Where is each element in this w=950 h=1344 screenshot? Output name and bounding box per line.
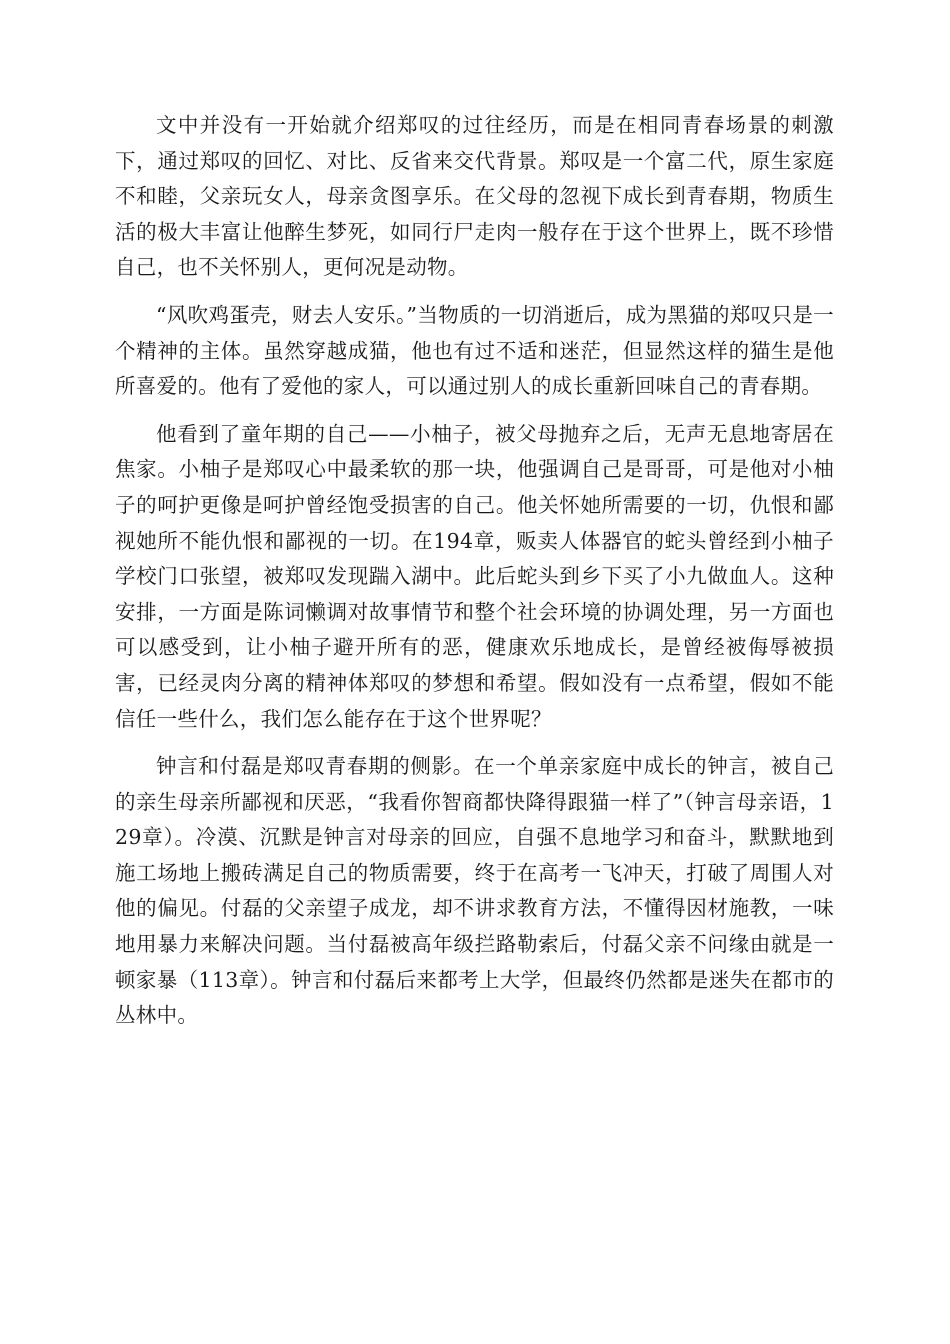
paragraph-2: “风吹鸡蛋壳，财去人安乐。”当物质的一切消逝后，成为黑猫的郑叹只是一个精神的主体。虽然穿越成猫，他也有过不适和迷茫，但显然这样的猫生是他所喜爱的。他有了爱他的家人，可以通过别人的成长重新回味自己的青春期。 <box>115 302 834 399</box>
paragraph-4: 钟言和付磊是郑叹青春期的侧影。在一个单亲家庭中成长的钟言，被自己的亲生母亲所鄙视和厌恶，“我看你智商都快降得跟猫一样了”（钟言母亲语，129章）。冷漠、沉默是钟言对母亲的回应，自强不息地学习和奋斗，默默地到施工场地上搬砖满足自己的物质需要，终于在高考一飞冲天，打破了周围人对他的偏见。付磊的父亲望子成龙，却不讲求教育方法，不懂得因材施教，一味地用暴力来解决问题。当付磊被高年级拦路勒索后，付磊父亲不问缘由就是一顿家暴（113章）。钟言和付磊后来都考上大学，但最终仍然都是迷失在都市的丛林中。 <box>115 754 834 1028</box>
paragraph-3: 他看到了童年期的自己——小柚子，被父母抛弃之后，无声无息地寄居在焦家。小柚子是郑叹心中最柔软的那一块，他强调自己是哥哥，可是他对小柚子的呵护更像是呵护曾经饱受损害的自己。他关怀她所需要的一切，仇恨和鄙视她所不能仇恨和鄙视的一切。在194章，贩卖人体器官的蛇头曾经到小柚子学校门口张望，被郑叹发现踹入湖中。此后蛇头到乡下买了小九做血人。这种安排，一方面是陈词懒调对故事情节和整个社会环境的协调处理，另一方面也可以感受到，让小柚子避开所有的恶，健康欢乐地成长，是曾经被侮辱被损害，已经灵肉分离的精神体郑叹的梦想和希望。假如没有一点希望，假如不能信任一些什么，我们怎么能存在于这个世界呢？ <box>115 421 834 731</box>
paragraph-1: 文中并没有一开始就介绍郑叹的过往经历，而是在相同青春场景的刺激下，通过郑叹的回忆、对比、反省来交代背景。郑叹是一个富二代，原生家庭不和睦，父亲玩女人，母亲贪图享乐。在父母的忽视下成长到青春期，物质生活的极大丰富让他醉生梦死，如同行尸走肉一般存在于这个世界上，既不珍惜自己，也不关怀别人，更何况是动物。 <box>115 113 834 280</box>
document-body <box>115 108 834 1046</box>
